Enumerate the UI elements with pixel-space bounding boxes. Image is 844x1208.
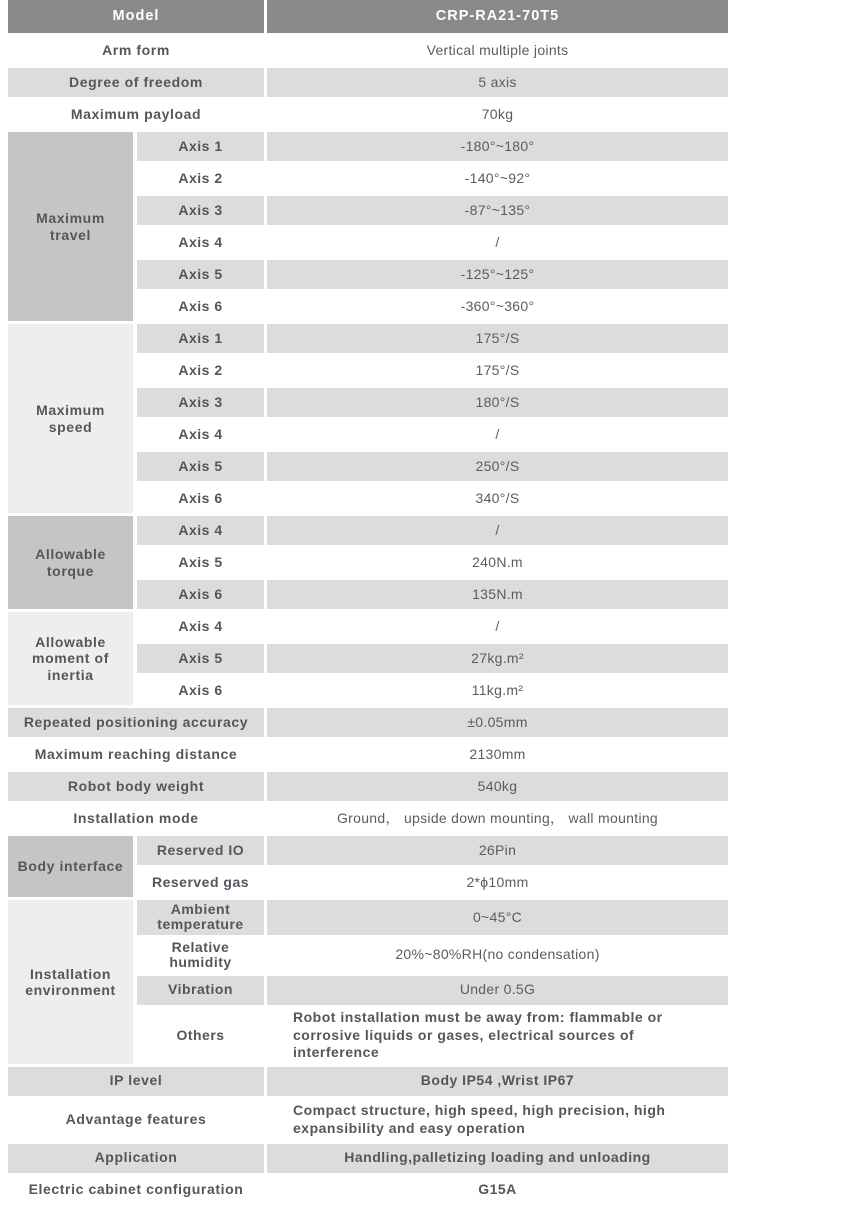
group-allowable-moment-of-inertia — [8, 612, 728, 705]
row-value: 70kg — [267, 100, 728, 129]
axis-value: 135N.m — [267, 580, 728, 609]
spec-row-arm-form — [8, 36, 728, 65]
row-value: 5 axis — [267, 68, 728, 97]
row-value: 26Pin — [267, 836, 728, 865]
axis-value: 250°/S — [267, 452, 728, 481]
row-sublabel: Ambient temperature — [137, 900, 264, 935]
model-header-label: Model — [8, 0, 264, 33]
axis-value: -87°~135° — [267, 196, 728, 225]
axis-value: -180°~180° — [267, 132, 728, 161]
axis-value: 11kg.m² — [267, 676, 728, 705]
row-label: Electric cabinet configuration — [8, 1176, 264, 1205]
axis-label: Axis 4 — [137, 612, 264, 641]
row-value: G15A — [267, 1176, 728, 1205]
axis-value: 27kg.m² — [267, 644, 728, 673]
axis-label: Axis 5 — [137, 644, 264, 673]
row-value: Handling,palletizing loading and unloading — [267, 1144, 728, 1173]
spec-row — [137, 196, 728, 225]
robot-spec-table — [8, 0, 728, 1208]
row-label: Maximum reaching distance — [8, 740, 264, 769]
spec-row-advantage-features — [8, 1099, 728, 1141]
row-label: Installation mode — [8, 804, 264, 833]
spec-row — [137, 548, 728, 577]
spec-row — [137, 164, 728, 193]
group-allowable-torque — [8, 516, 728, 609]
row-value: 20%~80%RH(no condensation) — [267, 938, 728, 973]
spec-row — [137, 900, 728, 935]
spec-row-installation-mode — [8, 804, 728, 833]
row-sublabel: Vibration — [137, 976, 264, 1005]
row-label: Application — [8, 1144, 264, 1173]
axis-label: Axis 5 — [137, 260, 264, 289]
axis-label: Axis 3 — [137, 196, 264, 225]
group-label: Maximum travel — [8, 132, 133, 321]
group-label: Installation environment — [8, 900, 133, 1064]
spec-row — [137, 580, 728, 609]
axis-label: Axis 2 — [137, 164, 264, 193]
row-value: 2130mm — [267, 740, 728, 769]
group-label: Maximum speed — [8, 324, 133, 513]
spec-row — [137, 260, 728, 289]
axis-value: / — [267, 516, 728, 545]
spec-row — [137, 676, 728, 705]
row-sublabel: Others — [137, 1008, 264, 1064]
row-label: IP level — [8, 1067, 264, 1096]
spec-row — [137, 420, 728, 449]
row-value: ±0.05mm — [267, 708, 728, 737]
spec-row-electric-cabinet-configuration — [8, 1176, 728, 1205]
spec-row — [137, 976, 728, 1005]
axis-label: Axis 6 — [137, 484, 264, 513]
row-value: 2*ϕ10mm — [267, 868, 728, 897]
row-value: Robot installation must be away from: flammable or corrosive liquids or gases, electrical sources of interference — [267, 1008, 728, 1064]
spec-row-maximum-payload — [8, 100, 728, 129]
axis-label: Axis 4 — [137, 516, 264, 545]
spec-row — [137, 388, 728, 417]
axis-value: / — [267, 228, 728, 257]
spec-row — [137, 938, 728, 973]
spec-row-ip-level — [8, 1067, 728, 1096]
group-label: Allowable moment of inertia — [8, 612, 133, 705]
spec-row — [137, 324, 728, 353]
row-value: Ground， upside down mounting， wall mounting — [267, 804, 728, 833]
spec-row-degree-of-freedom — [8, 68, 728, 97]
axis-value: 240N.m — [267, 548, 728, 577]
axis-label: Axis 1 — [137, 132, 264, 161]
spec-row-application — [8, 1144, 728, 1173]
axis-value: 175°/S — [267, 324, 728, 353]
axis-value: 180°/S — [267, 388, 728, 417]
row-label: Degree of freedom — [8, 68, 264, 97]
axis-label: Axis 6 — [137, 580, 264, 609]
axis-label: Axis 5 — [137, 548, 264, 577]
spec-row — [137, 1008, 728, 1064]
row-value: 0~45°C — [267, 900, 728, 935]
model-number: CRP-RA21-70T5 — [267, 0, 728, 33]
group-installation-environment — [8, 900, 728, 1064]
row-value: 540kg — [267, 772, 728, 801]
spec-row-robot-body-weight — [8, 772, 728, 801]
spec-row-repeated-positioning-accuracy — [8, 708, 728, 737]
spec-row — [137, 868, 728, 897]
row-label: Arm form — [8, 36, 264, 65]
spec-row — [137, 292, 728, 321]
row-label: Robot body weight — [8, 772, 264, 801]
spec-row — [137, 612, 728, 641]
axis-label: Axis 3 — [137, 388, 264, 417]
row-label: Maximum payload — [8, 100, 264, 129]
axis-value: -125°~125° — [267, 260, 728, 289]
group-maximum-travel — [8, 132, 728, 321]
group-label: Allowable torque — [8, 516, 133, 609]
axis-value: 175°/S — [267, 356, 728, 385]
group-maximum-speed — [8, 324, 728, 513]
axis-label: Axis 2 — [137, 356, 264, 385]
spec-row — [137, 484, 728, 513]
row-sublabel: Relative humidity — [137, 938, 264, 973]
group-label: Body interface — [8, 836, 133, 897]
axis-value: / — [267, 420, 728, 449]
row-value: Vertical multiple joints — [267, 36, 728, 65]
axis-label: Axis 1 — [137, 324, 264, 353]
row-sublabel: Reserved IO — [137, 836, 264, 865]
group-body-interface — [8, 836, 728, 897]
spec-row-maximum-reaching-distance — [8, 740, 728, 769]
axis-label: Axis 6 — [137, 292, 264, 321]
axis-label: Axis 5 — [137, 452, 264, 481]
row-sublabel: Reserved gas — [137, 868, 264, 897]
row-value: Compact structure, high speed, high precision, high expansibility and easy operation — [267, 1099, 728, 1141]
row-value: Under 0.5G — [267, 976, 728, 1005]
spec-row — [137, 452, 728, 481]
axis-value: -360°~360° — [267, 292, 728, 321]
axis-value: 340°/S — [267, 484, 728, 513]
row-label: Repeated positioning accuracy — [8, 708, 264, 737]
axis-label: Axis 4 — [137, 228, 264, 257]
axis-value: -140°~92° — [267, 164, 728, 193]
row-label: Advantage features — [8, 1099, 264, 1141]
row-value: Body IP54 ,Wrist IP67 — [267, 1067, 728, 1096]
spec-row — [137, 836, 728, 865]
spec-row — [137, 228, 728, 257]
axis-value: / — [267, 612, 728, 641]
table-header-row — [8, 0, 728, 33]
spec-row — [137, 516, 728, 545]
axis-label: Axis 6 — [137, 676, 264, 705]
spec-row — [137, 356, 728, 385]
spec-row — [137, 132, 728, 161]
spec-row — [137, 644, 728, 673]
axis-label: Axis 4 — [137, 420, 264, 449]
